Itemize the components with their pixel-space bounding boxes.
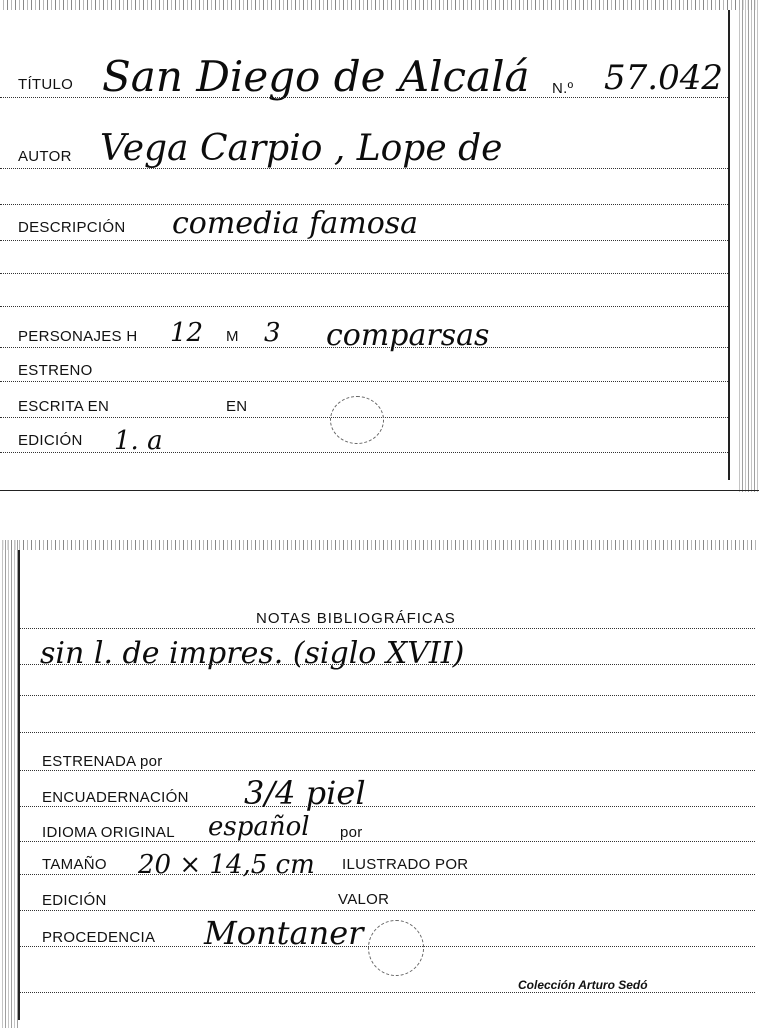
procedencia-label: PROCEDENCIA — [42, 929, 156, 946]
rule — [20, 770, 755, 771]
scan-edge-left — [0, 540, 18, 1028]
card-border — [18, 550, 20, 1020]
catalog-card-back — [0, 540, 759, 1028]
personajes-m-value: 3 — [264, 318, 281, 348]
card-border — [728, 10, 730, 480]
rule — [20, 992, 755, 993]
rule — [20, 841, 755, 842]
rule — [0, 168, 728, 169]
card-bottom-border — [0, 490, 759, 491]
scan-edge — [0, 0, 759, 10]
valor-label: VALOR — [338, 891, 390, 908]
rule — [0, 347, 728, 348]
scan-edge — [0, 540, 759, 550]
rule — [20, 664, 755, 665]
rule — [20, 946, 755, 947]
stamp-mark — [368, 920, 424, 976]
stamp-mark — [330, 396, 384, 444]
rule — [20, 874, 755, 875]
personajes-label: PERSONAJES H — [18, 328, 138, 345]
rule — [0, 240, 728, 241]
notas-heading: NOTAS BIBLIOGRÁFICAS — [256, 610, 456, 627]
catalog-card-front — [0, 0, 759, 492]
rule — [0, 381, 728, 382]
autor-value: Vega Carpio , Lope de — [100, 128, 503, 169]
rule — [20, 806, 755, 807]
idioma-por-label: por — [340, 824, 363, 841]
escrita-en-label: ESCRITA EN — [18, 398, 110, 415]
rule — [0, 452, 728, 453]
personajes-m-label: M — [226, 328, 239, 345]
rule — [0, 273, 728, 274]
idioma-label: IDIOMA ORIGINAL — [42, 824, 175, 841]
descripcion-value: comedia famosa — [172, 206, 419, 241]
encuadernacion-label: ENCUADERNACIÓN — [42, 789, 189, 806]
rule — [20, 910, 755, 911]
edicion-value: 1. a — [114, 426, 163, 456]
idioma-value: español — [208, 812, 310, 842]
tamano-label: TAMAÑO — [42, 856, 107, 873]
estreno-label: ESTRENO — [18, 362, 93, 379]
edicion-label: EDICIÓN — [18, 432, 83, 449]
notas-value: sin l. de impres. (siglo XVII) — [40, 636, 465, 671]
collection-credit: Colección Arturo Sedó — [518, 978, 648, 992]
rule — [0, 204, 728, 205]
rule — [0, 306, 728, 307]
descripcion-label: DESCRIPCIÓN — [18, 219, 126, 236]
scan-edge-right — [737, 0, 759, 492]
procedencia-value: Montaner — [204, 914, 364, 952]
rule — [0, 97, 728, 98]
rule — [20, 628, 755, 629]
ilustrado-label: ILUSTRADO POR — [342, 856, 469, 873]
tamano-value: 20 × 14,5 cm — [138, 850, 315, 880]
autor-label: AUTOR — [18, 148, 72, 165]
edicion-label: EDICIÓN — [42, 892, 107, 909]
rule — [20, 695, 755, 696]
titulo-value: San Diego de Alcalá — [102, 52, 530, 101]
en-label: EN — [226, 398, 248, 415]
numero-value: 57.042 — [604, 58, 723, 98]
rule — [20, 732, 755, 733]
numero-label: N.º — [552, 80, 574, 97]
personajes-extra: comparsas — [326, 318, 490, 353]
titulo-label: TÍTULO — [18, 76, 74, 93]
personajes-h-value: 12 — [170, 318, 204, 348]
estrenada-label: ESTRENADA por — [42, 753, 163, 770]
encuadernacion-value: 3/4 piel — [244, 774, 366, 812]
